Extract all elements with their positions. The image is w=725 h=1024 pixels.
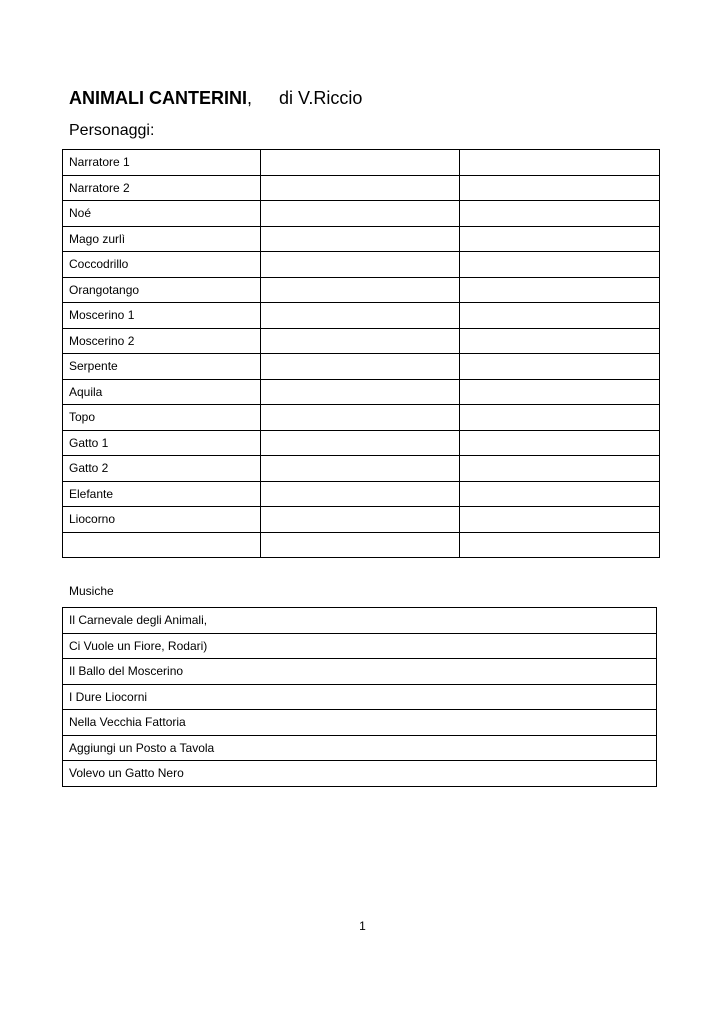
document-title-line xyxy=(69,88,362,109)
music-title-cell: Volevo un Gatto Nero xyxy=(63,761,657,787)
empty-cell xyxy=(460,226,660,252)
character-row xyxy=(63,379,660,405)
music-row xyxy=(63,608,657,634)
empty-cell xyxy=(460,354,660,380)
character-row xyxy=(63,226,660,252)
music-title-cell: Nella Vecchia Fattoria xyxy=(63,710,657,736)
character-row xyxy=(63,507,660,533)
page-number: 1 xyxy=(359,919,366,933)
characters-heading: Personaggi: xyxy=(69,122,155,139)
empty-cell xyxy=(460,277,660,303)
character-row xyxy=(63,354,660,380)
characters-table xyxy=(62,149,660,558)
character-name-cell: Elefante xyxy=(63,481,261,507)
empty-cell xyxy=(460,379,660,405)
empty-cell xyxy=(460,532,660,558)
music-title-cell: Il Ballo del Moscerino xyxy=(63,659,657,685)
empty-cell xyxy=(261,379,460,405)
character-name-cell: Liocorno xyxy=(63,507,261,533)
empty-cell xyxy=(460,150,660,176)
character-name-cell: Topo xyxy=(63,405,261,431)
music-heading: Musiche xyxy=(69,584,114,598)
music-row xyxy=(63,684,657,710)
empty-cell xyxy=(460,430,660,456)
character-row xyxy=(63,481,660,507)
character-name-cell: Mago zurlì xyxy=(63,226,261,252)
character-row xyxy=(63,277,660,303)
characters-table-body xyxy=(63,150,660,558)
character-row xyxy=(63,303,660,329)
empty-cell xyxy=(261,328,460,354)
empty-cell xyxy=(460,405,660,431)
character-name-cell: Coccodrillo xyxy=(63,252,261,278)
music-row xyxy=(63,659,657,685)
empty-cell xyxy=(460,507,660,533)
music-row xyxy=(63,761,657,787)
character-row xyxy=(63,430,660,456)
empty-cell xyxy=(460,252,660,278)
empty-cell xyxy=(460,481,660,507)
music-table-body xyxy=(63,608,657,787)
music-row xyxy=(63,735,657,761)
empty-cell xyxy=(261,456,460,482)
music-title-cell: Aggiungi un Posto a Tavola xyxy=(63,735,657,761)
empty-cell xyxy=(460,328,660,354)
music-title-cell: Ci Vuole un Fiore, Rodari) xyxy=(63,633,657,659)
empty-cell xyxy=(261,430,460,456)
empty-cell xyxy=(460,175,660,201)
character-name-cell: Narratore 1 xyxy=(63,150,261,176)
empty-cell xyxy=(261,354,460,380)
empty-cell xyxy=(261,532,460,558)
character-row xyxy=(63,150,660,176)
title-separator: , xyxy=(247,88,253,108)
character-row xyxy=(63,532,660,558)
character-row xyxy=(63,456,660,482)
empty-cell xyxy=(261,201,460,227)
character-row xyxy=(63,252,660,278)
document-title: ANIMALI CANTERINI xyxy=(69,88,247,108)
music-title-cell: Il Carnevale degli Animali, xyxy=(63,608,657,634)
music-title-cell: I Dure Liocorni xyxy=(63,684,657,710)
empty-cell xyxy=(261,507,460,533)
empty-cell xyxy=(261,226,460,252)
empty-cell xyxy=(261,150,460,176)
character-row xyxy=(63,175,660,201)
character-row xyxy=(63,405,660,431)
empty-cell xyxy=(261,252,460,278)
character-name-cell: Aquila xyxy=(63,379,261,405)
empty-cell xyxy=(261,303,460,329)
empty-cell xyxy=(460,201,660,227)
music-row xyxy=(63,633,657,659)
document-author: di V.Riccio xyxy=(279,88,363,108)
empty-cell xyxy=(261,405,460,431)
character-name-cell: Narratore 2 xyxy=(63,175,261,201)
empty-cell xyxy=(261,481,460,507)
music-table xyxy=(62,607,657,787)
character-name-cell: Orangotango xyxy=(63,277,261,303)
character-name-cell: Moscerino 1 xyxy=(63,303,261,329)
character-name-cell: Gatto 1 xyxy=(63,430,261,456)
character-row xyxy=(63,328,660,354)
empty-cell xyxy=(261,175,460,201)
character-name-cell: Noé xyxy=(63,201,261,227)
character-name-cell xyxy=(63,532,261,558)
character-name-cell: Gatto 2 xyxy=(63,456,261,482)
empty-cell xyxy=(460,303,660,329)
character-name-cell: Serpente xyxy=(63,354,261,380)
empty-cell xyxy=(261,277,460,303)
empty-cell xyxy=(460,456,660,482)
music-row xyxy=(63,710,657,736)
character-name-cell: Moscerino 2 xyxy=(63,328,261,354)
character-row xyxy=(63,201,660,227)
